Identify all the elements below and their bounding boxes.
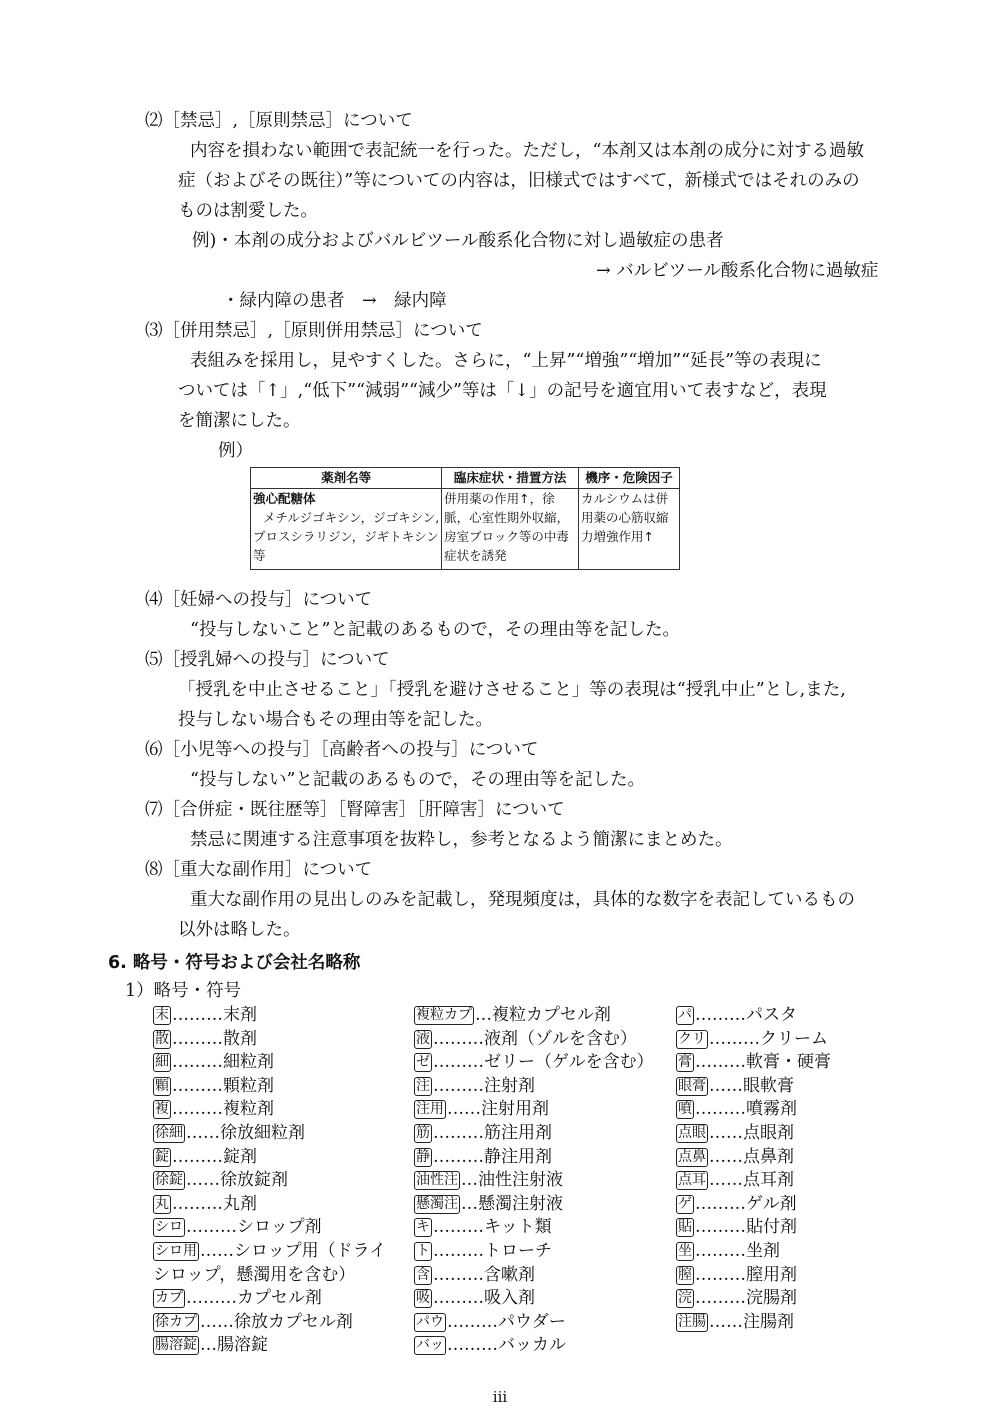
leader-dots: ……… [433,1075,484,1096]
abbreviation-item [414,1098,549,1122]
abbreviation-item [676,1311,794,1335]
leader-dots: ……… [186,1288,237,1309]
abbreviation-label: 末剤 [223,1005,257,1025]
heading-lactation: ⑸［授乳婦への投与］について [145,650,390,670]
abbreviation-label: 腸溶錠 [217,1335,268,1356]
abbreviation-item [676,1075,794,1099]
abbreviation-mark: 丸 [155,1195,169,1212]
abbreviation-item [153,1028,257,1052]
leader-dots: ……… [433,1146,484,1167]
abbreviation-label: 軟膏・硬膏 [746,1052,831,1073]
leader-dots: …… [200,1241,234,1261]
abbreviation-mark: カプ [155,1290,183,1307]
abbreviation-label: シロップ，懸濁用を含む） [153,1264,356,1285]
abbreviation-label: 錠剤 [223,1146,257,1167]
abbreviation-mark: 含 [416,1266,430,1283]
abbreviation-mark: シロ [155,1219,183,1236]
leader-dots: ……… [433,1123,484,1143]
abbreviation-item [414,1264,535,1288]
abbreviation-mark: 複 [155,1101,169,1118]
leader-dots: ……… [186,1217,237,1238]
leader-dots: ……… [172,1052,223,1073]
abbreviation-mark: ト [416,1243,430,1259]
leader-dots: ……… [695,1099,746,1120]
abbreviation-mark: 複粒カプ [416,1007,472,1023]
table-header-row [251,468,680,489]
abbreviation-mark: 吸 [416,1290,430,1307]
abbreviation-mark: クリ [678,1030,706,1047]
abbreviation-item [676,1287,797,1311]
leader-dots: ……… [172,1146,223,1167]
abbreviation-label: 注腸剤 [743,1311,794,1332]
abbreviation-mark: 注腸 [678,1313,706,1330]
leader-dots: …… [709,1123,743,1143]
abbreviation-mark: 腸溶錠 [155,1337,197,1354]
abbreviation-mark: 細 [155,1054,169,1071]
paragraph-line: 禁忌に関連する注意事項を抜粋し，参考となるよう簡潔にまとめた。 [190,830,733,850]
table-cell-drug [251,489,442,570]
leader-dots: …… [447,1099,481,1120]
leader-dots: … [200,1335,217,1356]
abbreviation-item [676,1216,797,1240]
abbreviation-item [414,1146,552,1170]
abbreviation-label: シロップ剤 [237,1217,322,1238]
abbreviation-label: 含嗽剤 [484,1264,535,1285]
abbreviation-mark: 注用 [416,1101,444,1118]
section-6-title: 6. 略号・符号および会社名略称 [108,953,361,973]
abbreviation-item [676,1240,780,1264]
abbreviation-item [676,1193,797,1217]
abbreviation-label: 坐剤 [746,1241,780,1261]
abbreviation-mark: 顆 [155,1077,169,1094]
abbreviation-label: パスタ [746,1005,797,1025]
paragraph-line: ものは割愛した。 [178,201,318,221]
abbreviation-label: 油性注射液 [478,1170,563,1191]
table-header-cell: 機序・危険因子 [579,468,680,489]
abbreviation-label: トローチ [484,1241,552,1261]
leader-dots: ……… [433,1264,484,1285]
table-header-cell: 臨床症状・措置方法 [442,468,579,489]
abbreviation-item [153,1122,305,1146]
heading-contraindications: ⑵［禁忌］,［原則禁忌］について [145,111,413,131]
leader-dots: ……… [172,1028,223,1049]
paragraph-line: を簡潔にした。 [178,411,301,431]
abbreviation-label: 貼付剤 [746,1217,797,1238]
paragraph-line: 以外は略した。 [178,920,301,940]
leader-dots: ……… [709,1028,760,1049]
leader-dots: … [461,1170,478,1191]
leader-dots: …… [186,1123,220,1143]
drug-names: 等 [253,548,266,563]
abbreviation-mark: バッ [416,1337,444,1354]
table-header-cell: 薬剤名等 [251,468,442,489]
leader-dots: ……… [433,1028,484,1049]
leader-dots: …… [709,1146,743,1167]
abbreviation-label: 丸剤 [223,1193,257,1214]
leader-dots: ……… [695,1241,746,1261]
leader-dots: …… [709,1311,743,1332]
leader-dots: ……… [433,1241,484,1261]
abbreviation-label: 徐放細粒剤 [220,1123,305,1143]
abbreviation-mark: パウ [416,1313,444,1330]
heading-combination: ⑶［併用禁忌］,［原則併用禁忌］について [145,321,483,341]
paragraph-line: ついては「↑」,“低下”“減弱”“減少”等は「↓」の記号を適宜用いて表すなど，表現 [178,381,827,401]
abbreviation-mark: 液 [416,1030,430,1047]
abbreviation-mark: 徐細 [155,1125,183,1141]
abbreviation-label: 点鼻剤 [743,1146,794,1167]
abbreviation-mark: 貼 [678,1219,692,1236]
abbreviation-item [414,1216,552,1240]
abbreviation-item [676,1004,797,1028]
abbreviation-mark: キ [416,1219,430,1236]
heading-pregnancy: ⑷［妊婦への投与］について [145,590,373,610]
paragraph-line: 重大な副作用の見出しのみを記載し，発現頻度は，具体的な数字を表記しているもの [190,890,855,910]
leader-dots: ……… [172,1005,223,1025]
abbreviation-mark: 膣 [678,1266,692,1283]
leader-dots: ……… [695,1052,746,1073]
paragraph-line: 症（およびその既往）”等についての内容は，旧様式ではすべて，新様式ではそれのみの [178,171,860,191]
leader-dots: ……… [433,1217,484,1238]
example-label: 例） [218,441,253,461]
abbreviation-item [153,1264,355,1288]
abbreviation-item [153,1287,322,1311]
paragraph-line: “投与しない”と記載のあるもので，その理由等を記した。 [190,770,646,790]
abbreviation-mark: 点眼 [678,1125,706,1141]
abbreviation-mark: 筋 [416,1125,430,1141]
abbreviation-mark: 眼膏 [678,1077,706,1094]
leader-dots: …… [200,1311,234,1332]
abbreviation-mark: 浣 [678,1290,692,1307]
abbreviation-mark: ゲ [678,1195,692,1212]
leader-dots: …… [709,1170,743,1191]
leader-dots: …… [709,1075,743,1096]
table-cell-clinical: 併用薬の作用↑，徐脈，心室性期外収縮，房室ブロック等の中毒症状を誘発 [442,489,579,570]
abbreviation-item [676,1098,797,1122]
leader-dots: ……… [695,1217,746,1238]
example-line: ・緑内障の患者 → 緑内障 [222,291,447,311]
abbreviation-mark: 徐錠 [155,1172,183,1189]
leader-dots: ……… [695,1005,746,1025]
leader-dots: ……… [447,1311,498,1332]
abbreviation-item [153,1051,274,1075]
leader-dots: ……… [695,1288,746,1309]
abbreviation-mark: 油性注 [416,1172,458,1189]
abbreviation-item [414,1287,535,1311]
abbreviation-item [414,1193,563,1217]
abbreviation-item [676,1051,831,1075]
leader-dots: ……… [433,1052,484,1073]
abbreviation-label: 懸濁注射液 [478,1193,563,1214]
leader-dots: … [475,1005,492,1025]
abbreviation-label: 筋注用剤 [484,1123,552,1143]
abbreviation-item [676,1122,794,1146]
drug-names: プロスシラリジン，ジギトキシン [253,529,439,544]
abbreviation-item [414,1122,552,1146]
abbreviation-item [153,1216,322,1240]
abbreviation-item [153,1169,288,1193]
paragraph-line: 「授乳を中止させること」「授乳を避けさせること」等の表現は“授乳中止”とし,また, [178,680,846,700]
subsection-title: 1）略号・符号 [125,981,242,1001]
heading-complications: ⑺［合併症・既往歴等］［腎障害］［肝障害］について [145,800,565,820]
abbreviation-label: クリーム [760,1028,828,1049]
abbreviation-mark: 坐 [678,1243,692,1259]
page-number: iii [492,1388,508,1406]
abbreviation-mark: 点耳 [678,1172,706,1189]
leader-dots: ……… [172,1075,223,1096]
abbreviation-mark: 末 [155,1007,169,1023]
leader-dots: ……… [447,1335,498,1356]
abbreviation-label: キット類 [484,1217,552,1238]
abbreviation-mark: 注 [416,1077,430,1094]
abbreviation-label: 徐放カプセル剤 [234,1311,353,1332]
abbreviation-item [153,1193,257,1217]
abbreviation-label: シロップ用（ドライ [234,1241,387,1261]
abbreviation-label: 吸入剤 [484,1288,535,1309]
abbreviation-label: 眼軟膏 [743,1075,794,1096]
abbreviation-item [153,1146,257,1170]
abbreviation-label: 液剤（ゾルを含む） [484,1028,637,1049]
abbreviation-label: 静注用剤 [484,1146,552,1167]
abbreviation-item [414,1334,566,1358]
paragraph-line: 表組みを採用し，見やすくした。さらに，“上昇”“増強”“増加”“延長”等の表現に [190,351,822,371]
abbreviation-item [153,1075,274,1099]
abbreviation-label: 注射剤 [484,1075,535,1096]
abbreviation-mark: 錠 [155,1148,169,1165]
abbreviation-item [153,1334,268,1358]
abbreviation-item [153,1311,353,1335]
heading-pediatric: ⑹［小児等への投与］［高齢者への投与］について [145,740,539,760]
abbreviation-label: 点耳剤 [743,1170,794,1191]
abbreviation-label: 点眼剤 [743,1123,794,1143]
abbreviation-mark: シロ用 [155,1243,197,1259]
abbreviation-label: 散剤 [223,1028,257,1049]
drug-names: メチルジゴキシン，ジゴキシン, [263,510,440,525]
abbreviation-item [414,1169,563,1193]
abbreviation-label: ゲル剤 [746,1193,797,1214]
abbreviation-label: 徐放錠剤 [220,1170,288,1191]
paragraph-line: 内容を損わない範囲で表記統一を行った。ただし，“本剤又は本剤の成分に対する過敏 [190,141,864,161]
abbreviation-item [414,1004,611,1028]
abbreviation-label: バッカル [498,1335,566,1356]
abbreviation-mark: 点鼻 [678,1148,706,1165]
abbreviation-item [414,1028,637,1052]
table-cell-mechanism: カルシウムは併用薬の心筋収縮力増強作用↑ [579,489,680,570]
abbreviation-item [676,1264,797,1288]
paragraph-line: 投与しない場合もその理由等を記した。 [178,710,493,730]
leader-dots: ……… [433,1288,484,1309]
abbreviation-item [414,1240,552,1264]
abbreviation-label: ゼリー（ゲルを含む） [484,1052,654,1073]
abbreviation-mark: 懸濁注 [416,1195,458,1212]
abbreviation-mark: パ [678,1007,692,1023]
abbreviation-label: 顆粒剤 [223,1075,274,1096]
leader-dots: ……… [695,1193,746,1214]
heading-adverse: ⑻［重大な副作用］について [145,860,373,880]
abbreviation-label: 注射用剤 [481,1099,549,1120]
abbreviation-label: 複粒剤 [223,1099,274,1120]
example-result: → バルビツール酸系化合物に過敏症 [596,261,879,281]
paragraph-line: “投与しないこと”と記載のあるもので，その理由等を記した。 [190,620,681,640]
example-line: 例)・本剤の成分およびバルビツール酸系化合物に対し過敏症の患者 [192,231,724,251]
abbreviation-label: 浣腸剤 [746,1288,797,1309]
abbreviation-item [153,1098,274,1122]
abbreviation-label: カプセル剤 [237,1288,322,1309]
leader-dots: …… [186,1170,220,1191]
abbreviation-item [676,1028,828,1052]
drug-group: 強心配糖体 [253,491,316,506]
leader-dots: ……… [172,1193,223,1214]
abbreviation-item [414,1311,566,1335]
abbreviation-item [414,1075,535,1099]
abbreviation-item [153,1004,257,1028]
leader-dots: ……… [695,1264,746,1285]
abbreviation-item [676,1146,794,1170]
leader-dots: ……… [172,1099,223,1120]
abbreviation-mark: 膏 [678,1054,692,1071]
abbreviation-label: 噴霧剤 [746,1099,797,1120]
abbreviation-label: 複粒カプセル剤 [492,1005,611,1025]
abbreviation-mark: ゼ [416,1054,430,1071]
abbreviation-mark: 散 [155,1030,169,1047]
example-table [250,467,680,570]
abbreviation-label: パウダー [498,1311,566,1332]
table-row [251,489,680,570]
abbreviation-mark: 噴 [678,1101,692,1118]
abbreviation-item [676,1169,794,1193]
abbreviation-item [153,1240,386,1264]
abbreviation-mark: 静 [416,1148,430,1165]
leader-dots: … [461,1193,478,1214]
abbreviation-mark: 徐カプ [155,1313,197,1330]
abbreviation-label: 膣用剤 [746,1264,797,1285]
abbreviation-label: 細粒剤 [223,1052,274,1073]
abbreviation-item [414,1051,654,1075]
